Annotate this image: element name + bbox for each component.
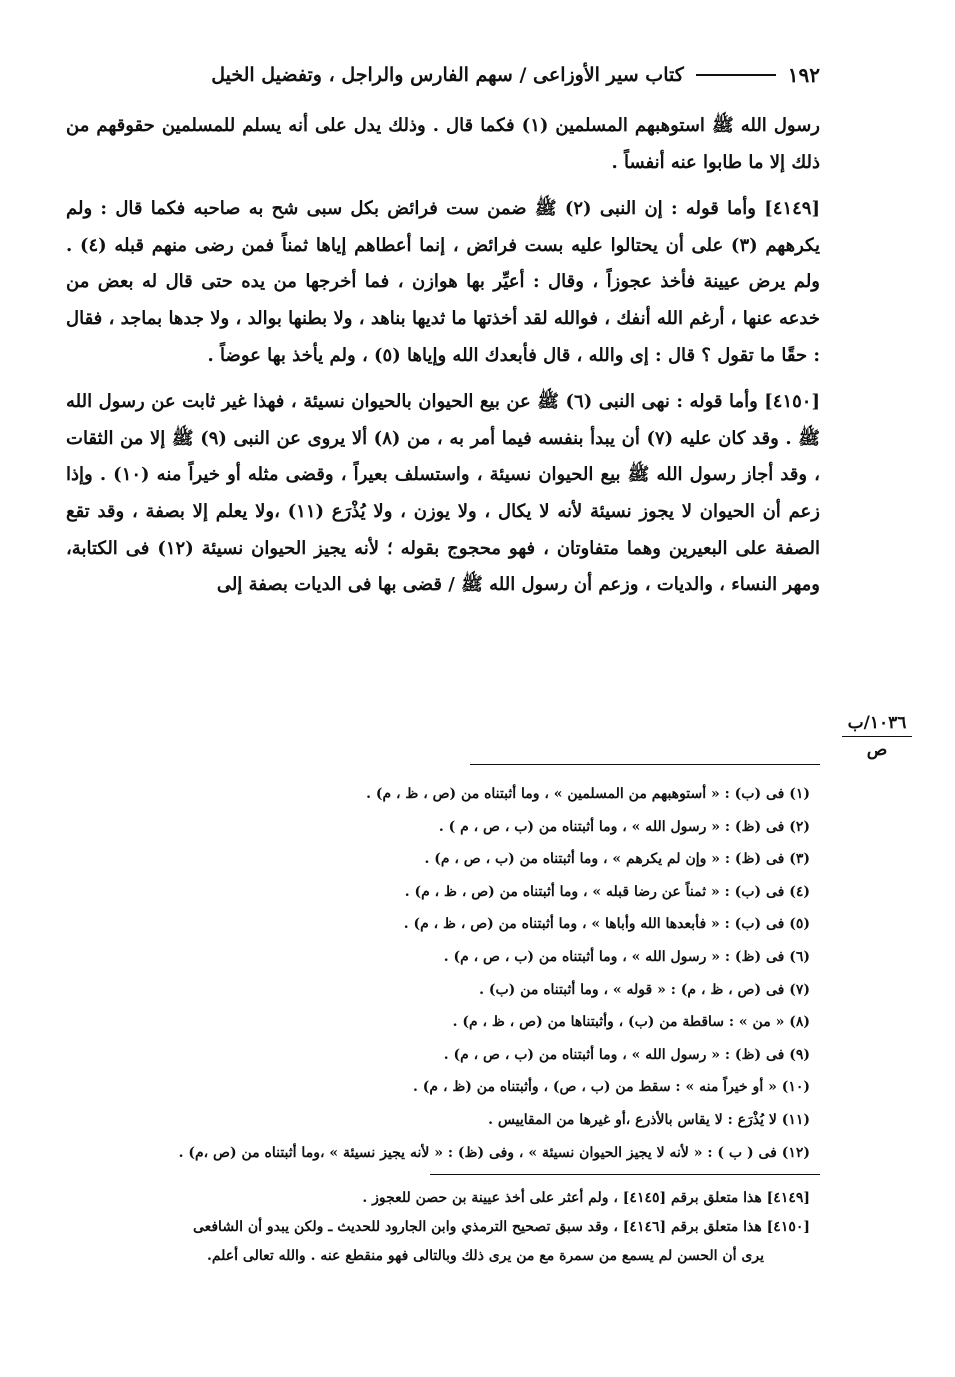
comment-4150: [٤١٥٠] هذا متعلق برقم [٤١٤٦] ، وقد سبق تصحيح الترمذي وابن الجارود للحديث ـ ولكن يبدو أن الشافعى xyxy=(192,1219,810,1235)
running-header xyxy=(66,56,820,94)
footnote: (٧) فى (ص ، ظ ، م) : « قوله » ، وما أثبتناه من (ب) . xyxy=(479,981,810,998)
comment-4150-continuation: يرى أن الحسن لم يسمع من سمرة مع من يرى ذلك وبالتالى فهو منقطع عنه . والله تعالى أعلم. xyxy=(206,1248,764,1264)
footnote-separator xyxy=(470,764,820,765)
comment-separator xyxy=(430,1174,820,1175)
manuscript-folio-note xyxy=(838,710,916,763)
footnote: (١٢) فى ( ب ) : « لأنه لا يجيز الحيوان نسيئة » ، وفى (ظ) : « لأنه يجيز نسيئة » ،وما أثبتناه من (ص ،م) . xyxy=(178,1144,810,1161)
footnote: (٩) فى (ظ) : « رسول الله » ، وما أثبتناه من (ب ، ص ، م) . xyxy=(443,1046,810,1063)
main-text xyxy=(66,108,820,614)
paragraph-4150: [٤١٥٠] وأما قوله : نهى النبى (٦) ﷺ عن بيع الحيوان بالحيوان نسيئة ، فهذا غير ثابت عن رسول الله ﷺ . وقد كان عليه (٧) أن يبدأ بنفسه فيما أمر به ، من (٨) ألا يروى عن النبى (٩) ﷺ إلا من الثقات ، وقد أجاز رسول الله ﷺ بيع الحيوان نسيئة ، واستسلف بعيراً ، وقضى مثله أو خيراً منه (١٠) . وإذا زعم أن الحيوان لا يجوز نسيئة لأنه لا يكال ، ولا يوزن ، ولا يُذْرَع (١١) ،ولا يعلم إلا بصفة ، وقد تقع الصفة على البعيرين وهما متفاوتان ، فهو محجوج بقوله ؛ لأنه يجيز الحيوان نسيئة (١٢) فى الكتابة، ومهر النساء ، والديات ، وزعم أن رسول الله ﷺ / قضى بها فى الديات بصفة إلى xyxy=(66,391,820,596)
footnote: (٥) فى (ب) : « فأبعدها الله وأباها » ، وما أثبتناه من (ص ، ظ ، م) . xyxy=(403,916,810,933)
footnote: (٦) فى (ظ) : « رسول الله » ، وما أثبتناه من (ب ، ص ، م) . xyxy=(443,948,810,965)
manuscript-siglum: ص xyxy=(866,740,888,760)
header-rule xyxy=(696,74,776,76)
footnote: (١) فى (ب) : « أستوهبهم من المسلمين » ، وما أثبتناه من (ص ، ظ ، م) . xyxy=(366,786,810,802)
page-number: ١٩٢ xyxy=(787,63,820,87)
comment-4149: [٤١٤٩] هذا متعلق برقم [٤١٤٥] ، ولم أعثر على أخذ عيينة بن حصن للعجوز . xyxy=(362,1190,810,1206)
footnotes xyxy=(88,778,810,1169)
paragraph-4149: [٤١٤٩] وأما قوله : إن النبى (٢) ﷺ ضمن ست فرائض بكل سبى شح به صاحبه فكما قال : ولم يكرههم (٣) على أن يحتالوا عليه بست فرائض ، إنما أعطاهم إياها ثمناً فمن رضى منهم قبله (٤) . ولم يرض عيينة فأخذ عجوزاً ، وقال : أعيِّر بها هوازن ، فما أخرجها من يده حتى قال له بعض من خدعه عنها ، أرغم الله أنفك ، فوالله لقد أخذتها ما ثديها بناهد ، ولا بطنها بوالد ، ولا جدها بماجد ، فقال : حقًا ما تقول ؟ قال : إى والله ، قال فأبعدك الله وإياها (٥) ، ولم يأخذ بها عوضاً . xyxy=(66,198,820,366)
footnote: (٨) « من » : ساقطة من (ب) ، وأثبتناها من (ص ، ظ ، م) . xyxy=(452,1014,810,1031)
folio-reference: ١٠٣٦/ب xyxy=(847,713,907,733)
footnote: (٤) فى (ب) : « ثمناً عن رضا قبله » ، وما أثبتناه من (ص ، ظ ، م) . xyxy=(404,883,810,900)
footnote: (١١) لا يُذْرَع : لا يقاس بالأذرع ،أو غيرها من المقاييس . xyxy=(488,1111,810,1128)
footnote: (٣) فى (ظ) : « وإن لم يكرهم » ، وما أثبتناه من (ب ، ص ، م) . xyxy=(424,851,810,868)
footnote: (١٠) « أو خيراً منه » : سقط من (ب ، ص) ، وأثبتناه من (ظ ، م) . xyxy=(413,1079,810,1096)
footnote: (٢) فى (ظ) : « رسول الله » ، وما أثبتناه من (ب ، ص ، م ) . xyxy=(438,818,810,835)
running-title: كتاب سير الأوزاعى / سهم الفارس والراجل ، وتفضيل الخيل xyxy=(211,64,684,86)
editor-comments xyxy=(88,1184,810,1271)
paragraph-continuation: رسول الله ﷺ استوهبهم المسلمين (١) فكما قال . وذلك يدل على أنه يسلم للمسلمين حقوقهم من ذلك إلا ما طابوا عنه أنفساً . xyxy=(66,115,820,173)
